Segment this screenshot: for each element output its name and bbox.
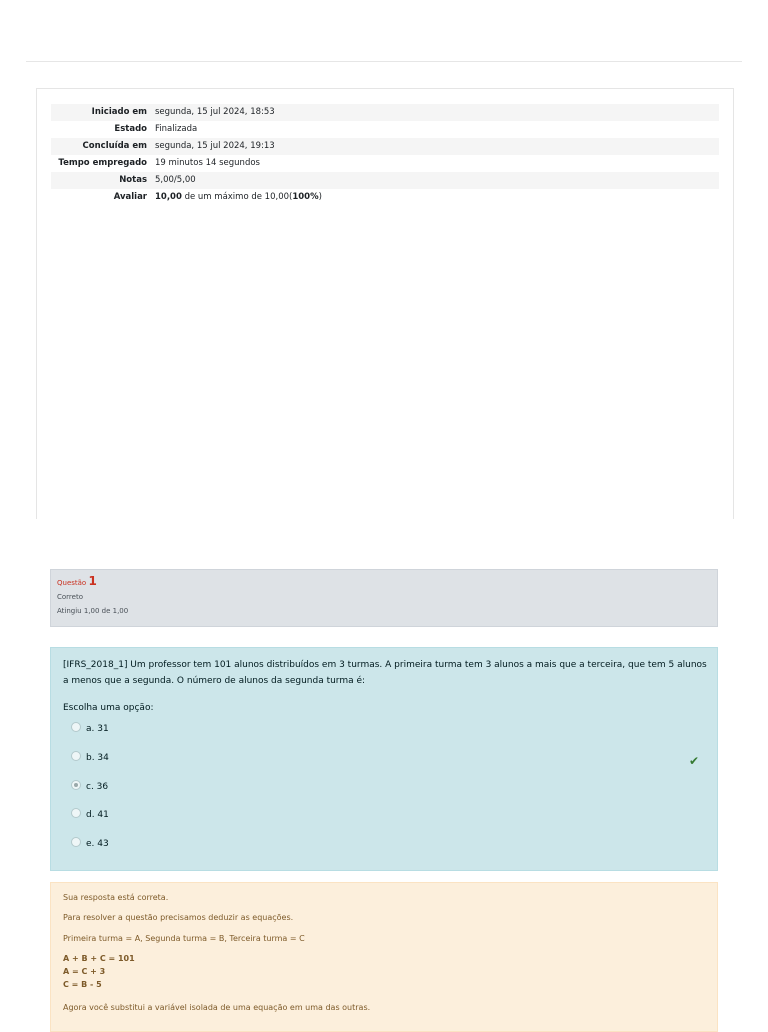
radio-selected-icon[interactable] xyxy=(71,780,81,790)
summary-value: Finalizada xyxy=(155,124,198,134)
summary-label: Concluída em xyxy=(51,138,151,155)
option-c[interactable] xyxy=(71,780,108,792)
attempt-summary xyxy=(36,88,734,519)
question-card xyxy=(50,569,718,1012)
attempt-summary-table xyxy=(51,104,719,206)
summary-row-state xyxy=(51,121,719,138)
option-b[interactable] xyxy=(71,751,109,763)
correct-check-icon: ✔ xyxy=(689,754,700,768)
option-label: e. 43 xyxy=(86,839,109,849)
summary-label: Estado xyxy=(114,124,147,134)
radio-icon[interactable] xyxy=(71,837,81,847)
summary-value: segunda, 15 jul 2024, 19:13 xyxy=(151,138,719,155)
question-label: Questão xyxy=(57,579,87,587)
summary-label: Iniciado em xyxy=(51,104,151,121)
summary-value: 19 minutos 14 segundos xyxy=(155,158,260,168)
option-label: c. 36 xyxy=(86,782,109,792)
summary-row-time xyxy=(51,155,719,172)
feedback-vars: Primeira turma = A, Segunda turma = B, Terceira turma = C xyxy=(63,934,305,943)
option-label: d. 41 xyxy=(86,810,109,820)
equation: C = B - 5 xyxy=(63,980,102,989)
question-grade: Atingiu 1,00 de 1,00 xyxy=(57,607,129,615)
summary-label: Notas xyxy=(51,172,151,189)
radio-icon[interactable] xyxy=(71,751,81,761)
question-status: Correto xyxy=(57,593,83,601)
summary-label: Tempo empregado xyxy=(58,158,147,168)
feedback-box xyxy=(50,882,718,1032)
grade-max: de um máximo de 10,00( xyxy=(181,192,293,202)
summary-row-completed xyxy=(51,138,719,155)
grade-close: ) xyxy=(318,192,322,202)
summary-row-grade xyxy=(51,189,719,206)
summary-row-marks xyxy=(51,172,719,189)
grade-value: 10,00 xyxy=(155,192,182,202)
choose-prompt: Escolha uma opção: xyxy=(63,703,154,713)
question-content xyxy=(50,647,718,871)
question-number: 1 xyxy=(88,574,97,588)
option-a[interactable] xyxy=(71,722,109,734)
summary-value xyxy=(151,189,719,206)
top-divider xyxy=(26,61,742,62)
option-label: b. 34 xyxy=(86,753,109,763)
radio-icon[interactable] xyxy=(71,808,81,818)
question-text: [IFRS_2018_1] Um professor tem 101 alunos distribuídos em 3 turmas. A primeira turma tem 3 alunos a mais que a terceira, que tem 5 alunos a menos que a segunda. O número de alunos da segunda turma é: xyxy=(63,660,707,686)
option-label: a. 31 xyxy=(86,724,109,734)
summary-row-started xyxy=(51,104,719,121)
grade-percent: 100% xyxy=(292,192,319,202)
equation: A = C + 3 xyxy=(63,967,106,976)
option-d[interactable] xyxy=(71,808,109,820)
summary-value: 5,00/5,00 xyxy=(151,172,719,189)
option-e[interactable] xyxy=(71,837,109,849)
feedback-intro: Para resolver a questão precisamos deduzir as equações. xyxy=(63,913,294,922)
feedback-next: Agora você substitui a variável isolada de uma equação em uma das outras. xyxy=(63,1003,371,1012)
radio-icon[interactable] xyxy=(71,722,81,732)
equation: A + B + C = 101 xyxy=(63,954,135,963)
summary-value: segunda, 15 jul 2024, 18:53 xyxy=(151,104,719,121)
question-info xyxy=(50,569,718,627)
feedback-correct: Sua resposta está correta. xyxy=(63,893,169,902)
summary-label: Avaliar xyxy=(113,192,147,202)
